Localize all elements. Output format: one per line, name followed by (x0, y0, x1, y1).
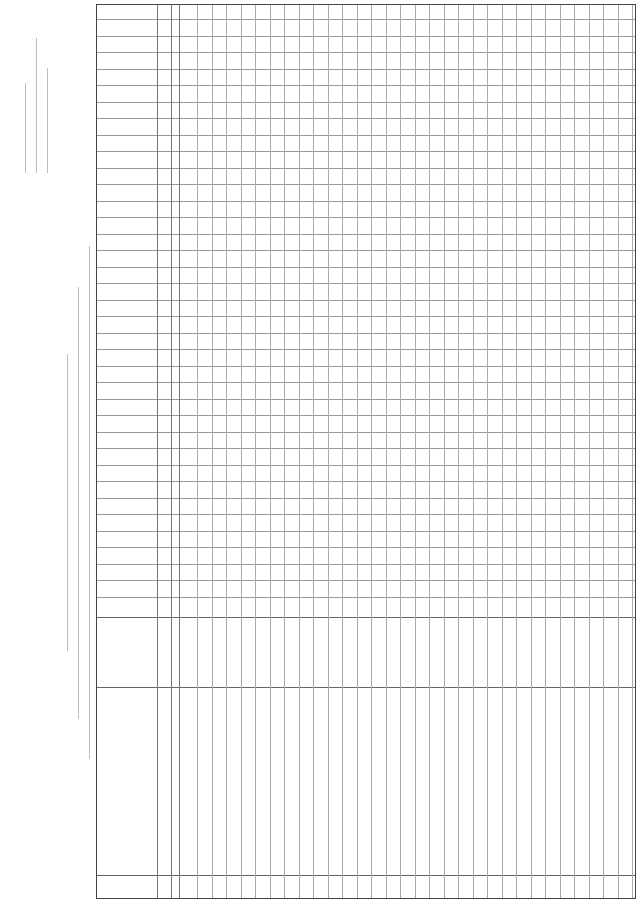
table-row-divider (299, 5, 300, 898)
table-row-divider (255, 5, 256, 898)
table-row-divider (560, 5, 561, 898)
title-line-placeholder (71, 287, 79, 719)
table-value-column-divider (97, 465, 635, 466)
table-row-divider (226, 5, 227, 898)
table-value-column-divider (97, 168, 635, 169)
table-value-column-divider (97, 531, 635, 532)
table-row-divider (313, 5, 314, 898)
table-value-column-divider (97, 300, 635, 301)
table-value-column-divider (97, 184, 635, 185)
table-value-column-divider (97, 448, 635, 449)
table-row-divider (487, 5, 488, 898)
table-value-column-divider (97, 151, 635, 152)
approval-line-placeholder (29, 38, 37, 173)
table-value-column-divider (97, 382, 635, 383)
table-value-column-divider (97, 102, 635, 103)
table-row-divider (458, 5, 459, 898)
table-row-divider (386, 5, 387, 898)
table-value-column-divider (97, 267, 635, 268)
table-value-column-divider (97, 564, 635, 565)
table-value-column-divider (97, 36, 635, 37)
approval-line-placeholder (40, 68, 48, 173)
table-value-column-divider (97, 399, 635, 400)
investment-program-table (96, 4, 636, 899)
table-row-divider (284, 5, 285, 898)
table-header-divider (157, 5, 158, 898)
table-value-column-divider (97, 415, 635, 416)
approval-line-placeholder (18, 83, 26, 173)
table-value-column-divider (97, 217, 635, 218)
table-value-column-divider (97, 19, 635, 20)
table-row-divider (531, 5, 532, 898)
approval-note (18, 23, 48, 173)
table-value-column-divider (97, 201, 635, 202)
table-row-divider (342, 5, 343, 898)
table-value-column-divider (97, 118, 635, 119)
table-row-divider (502, 5, 503, 898)
table-header-divider (171, 5, 172, 898)
table-value-column-divider (97, 514, 635, 515)
table-row-divider (545, 5, 546, 898)
table-value-column-divider (97, 85, 635, 86)
table-value-column-divider (97, 234, 635, 235)
table-row-divider (371, 5, 372, 898)
table-value-column-divider (97, 580, 635, 581)
table-value-column-divider (97, 333, 635, 334)
table-row-divider (241, 5, 242, 898)
table-row-divider (589, 5, 590, 898)
table-value-column-divider (97, 316, 635, 317)
title-line-placeholder (60, 355, 68, 652)
table-row-divider (212, 5, 213, 898)
table-row-divider (415, 5, 416, 898)
table-row-divider (444, 5, 445, 898)
table-value-column-divider (97, 481, 635, 482)
table-value-column-divider (97, 498, 635, 499)
table-row-divider (618, 5, 619, 898)
table-value-column-divider (97, 349, 635, 350)
table-row-divider (603, 5, 604, 898)
table-value-column-divider (97, 366, 635, 367)
table-column-divider (97, 617, 635, 618)
table-row-divider (574, 5, 575, 898)
table-row-divider (429, 5, 430, 898)
table-value-column-divider (97, 135, 635, 136)
table-row-divider (400, 5, 401, 898)
table-row-divider (328, 5, 329, 898)
title-line-placeholder (82, 247, 90, 760)
table-header-divider (179, 5, 180, 898)
table-value-column-divider (97, 283, 635, 284)
table-value-column-divider (97, 52, 635, 53)
table-column-divider (97, 875, 635, 876)
table-row-divider (357, 5, 358, 898)
table-value-column-divider (97, 250, 635, 251)
table-value-column-divider (97, 432, 635, 433)
table-row-divider (516, 5, 517, 898)
table-row-divider (632, 5, 633, 898)
table-row-divider (197, 5, 198, 898)
table-value-column-divider (97, 69, 635, 70)
document-title-block (60, 233, 93, 773)
table-row-divider (270, 5, 271, 898)
table-value-column-divider (97, 597, 635, 598)
table-column-divider (97, 687, 635, 688)
table-value-column-divider (97, 547, 635, 548)
table-row-divider (473, 5, 474, 898)
